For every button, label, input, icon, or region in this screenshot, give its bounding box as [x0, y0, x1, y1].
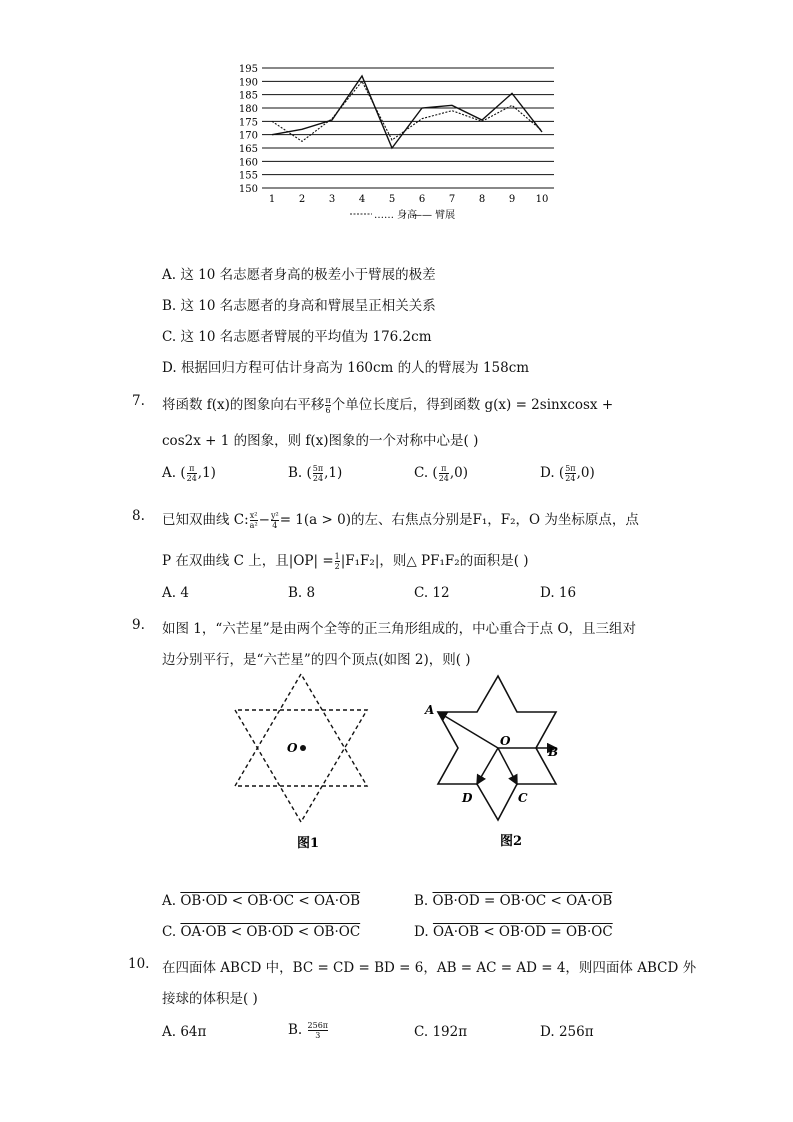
y-tick-label: 165 [238, 144, 258, 155]
q10-option-c[interactable]: C. 192π [414, 1024, 468, 1040]
fig2-caption: 图2 [500, 834, 523, 849]
chart-x-ticks [269, 194, 549, 205]
q10-stem-line2: 接球的体积是( ) [162, 991, 258, 1007]
q7-shift-fraction: $\frac{\pi}{6}$ [325, 396, 331, 415]
q8-stem-line1: 已知双曲线 C: $\frac{\text{x²}}{\text{a²}}$ − $\frac{\text{y²}}{4}$ = 1(a > 0)的左、右焦点分别是F₁，F₂，O 为坐标原点，点 [162, 511, 639, 530]
y-tick-label: 155 [238, 170, 258, 182]
q7-option-c[interactable]: C. ( $\frac{\pi}{24}$ ,0) [414, 464, 469, 483]
fig1-center-dot [300, 745, 306, 751]
y-tick-label: 195 [238, 64, 258, 75]
x-tick-label: 3 [328, 194, 336, 205]
line-chart [226, 60, 566, 230]
x-tick-label: 7 [448, 194, 456, 205]
fig2-vector-oa [438, 712, 498, 748]
q8-option-a[interactable]: A. 4 [162, 585, 189, 601]
q9-option-b[interactable]: B. OB·OD = OB·OC < OA·OB [414, 893, 613, 909]
fig1-triangle-down [235, 710, 367, 822]
chart-y-ticks [239, 64, 258, 195]
q8-stem-line2: P 在双曲线 C 上，且|OP| = $\frac{1}{2}$ |F₁F₂|，则△ PF₁F₂的面积是( ) [162, 552, 529, 571]
q7-number: 7. [132, 393, 145, 409]
q9-option-c[interactable]: C. OA·OB < OB·OD < OB·OC [162, 924, 361, 940]
figure-2-hexagram-vectors [420, 668, 580, 858]
q7-stem-line2: cos2x + 1 的图象，则 f(x)图象的一个对称中心是( ) [162, 433, 479, 449]
fig2-label-o: O [500, 734, 511, 748]
q6-option-b[interactable]: B. 这 10 名志愿者的身高和臂展呈正相关关系 [162, 298, 436, 314]
series-line-armspan [272, 76, 542, 148]
x-tick-label: 5 [388, 194, 396, 205]
q10-option-d[interactable]: D. 256π [540, 1024, 594, 1040]
q9-option-d[interactable]: D. OA·OB < OB·OD = OB·OC [414, 924, 613, 940]
q9-stem-line2: 边分别平行，是“六芒星”的四个顶点(如图 2)，则( ) [162, 652, 471, 668]
q6-option-c[interactable]: C. 这 10 名志愿者臂展的平均值为 176.2cm [162, 329, 432, 345]
q6-option-a[interactable]: A. 这 10 名志愿者身高的极差小于臂展的极差 [162, 267, 436, 283]
x-tick-label: 10 [535, 194, 549, 205]
q9-stem-line1: 如图 1，“六芒星”是由两个全等的正三角形组成的，中心重合于点 O，且三组对 [162, 621, 637, 637]
figure-1-hexagram [225, 666, 375, 856]
y-tick-label: 170 [238, 130, 258, 142]
q8-number: 8. [132, 508, 145, 524]
series-line-height [272, 81, 542, 141]
y-tick-label: 180 [238, 104, 258, 115]
y-tick-label: 150 [238, 184, 258, 195]
q8-option-d[interactable]: D. 16 [540, 585, 577, 601]
q9-number: 9. [132, 617, 145, 633]
q10-number: 10. [128, 956, 150, 972]
fig2-vector-od [477, 748, 498, 784]
y-tick-label: 160 [238, 157, 258, 169]
q8-option-c[interactable]: C. 12 [414, 585, 450, 601]
q7-stem-line1: 将函数 f(x)的图象向右平移 $\frac{\pi}{6}$ 个单位长度后，得到函数 g(x) = 2sinxcosx + [162, 396, 614, 415]
legend-height-label: …… 身高 [374, 210, 418, 221]
fig2-label-a: A [425, 703, 435, 717]
x-tick-label: 8 [478, 194, 486, 205]
q10-stem-line1: 在四面体 ABCD 中，BC = CD = BD = 6，AB = AC = AD = 4，则四面体 ABCD 外 [162, 960, 697, 976]
y-tick-label: 185 [238, 90, 258, 102]
chart-series [272, 76, 542, 148]
fig1-caption: 图1 [297, 836, 320, 851]
q9-option-a[interactable]: A. OB·OD < OB·OC < OA·OB [162, 893, 361, 909]
q6-option-d[interactable]: D. 根据回归方程可估计身高为 160cm 的人的臂展为 158cm [162, 360, 530, 376]
fig2-label-b: B [548, 745, 559, 759]
fig2-vector-oc [498, 748, 517, 784]
x-tick-label: 1 [268, 194, 276, 205]
q7-option-a[interactable]: A. ( $\frac{\pi}{24}$ ,1) [162, 464, 216, 483]
q8-option-b[interactable]: B. 8 [288, 585, 316, 601]
fig2-label-d: D [462, 791, 473, 805]
q10-option-a[interactable]: A. 64π [162, 1024, 207, 1040]
chart-legend [350, 208, 455, 221]
x-tick-label: 9 [508, 194, 516, 205]
fig1-label-o: O [287, 741, 298, 755]
q7-option-b[interactable]: B. ( $\frac{5\pi}{24}$ ,1) [288, 464, 343, 483]
x-tick-label: 2 [298, 194, 306, 205]
fig2-label-c: C [518, 791, 528, 805]
q7-option-d[interactable]: D. ( $\frac{5\pi}{24}$ ,0) [540, 464, 595, 483]
q10-option-b[interactable]: B. $\frac{256\pi}{3}$ [288, 1021, 329, 1040]
x-tick-label: 6 [418, 194, 426, 205]
x-tick-label: 4 [358, 194, 366, 205]
fig1-triangle-up [235, 674, 367, 786]
y-tick-label: 190 [238, 77, 258, 89]
y-tick-label: 175 [238, 117, 258, 129]
legend-armspan-label: —— 臂展 [412, 210, 456, 221]
